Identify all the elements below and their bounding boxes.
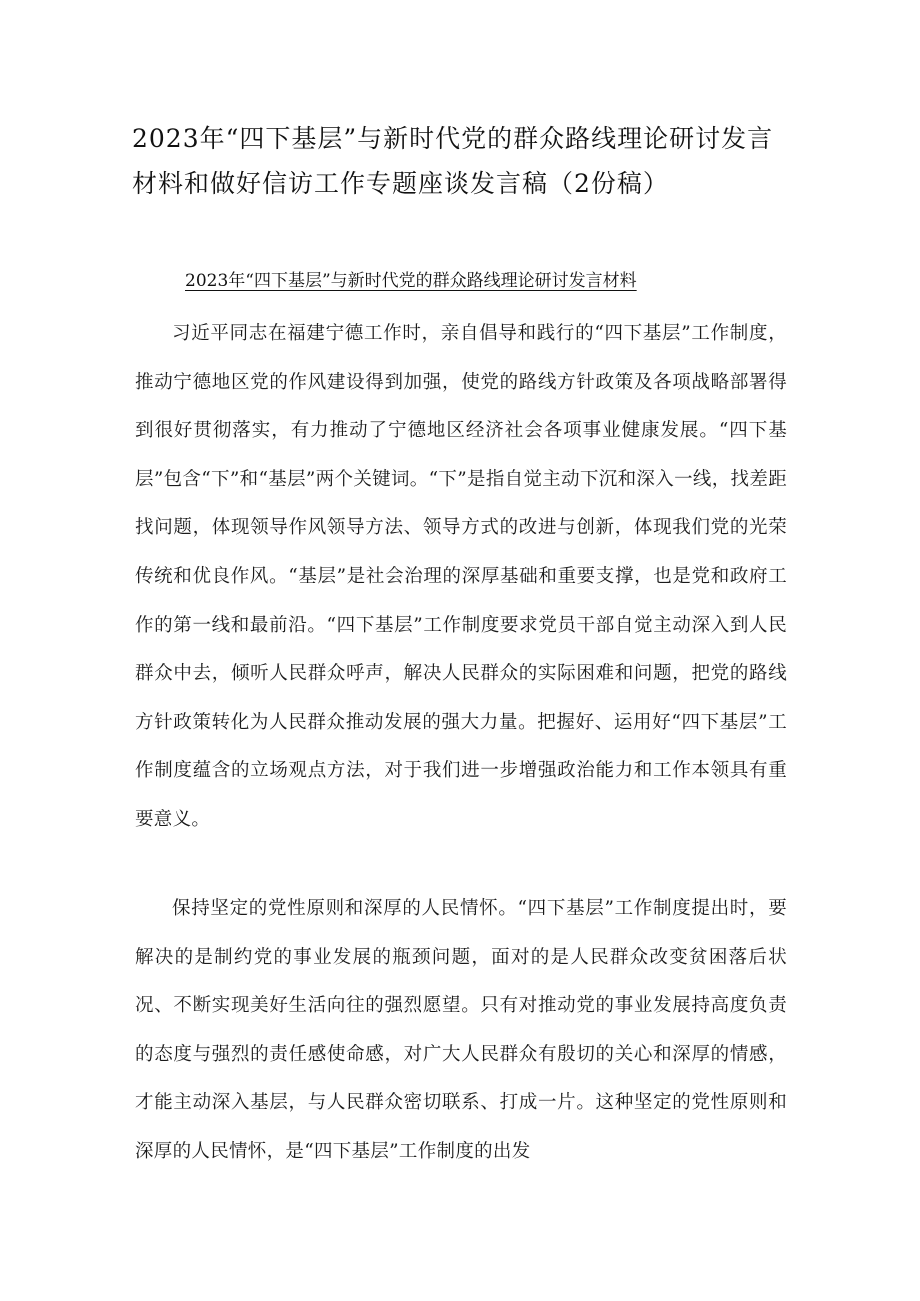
body-paragraph: 保持坚定的党性原则和深厚的人民情怀。“四下基层”工作制度提出时，要解决的是制约党的事业发展的瓶颈问题，面对的是人民群众改变贫困落后状况、不断实现美好生活向往的强烈愿望。只有对推动党的事业发展持高度负责的态度与强烈的责任感使命感，对广大人民群众有殷切的关心和深厚的情感，才能主动深入基层，与人民群众密切联系、打成一片。这种坚定的党性原则和深厚的人民情怀，是“四下基层”工作制度的出发 (135, 898, 787, 1162)
body-paragraph: 习近平同志在福建宁德工作时，亲自倡导和践行的“四下基层”工作制度，推动宁德地区党的作风建设得到加强，使党的路线方针政策及各项战略部署得到很好贯彻落实，有力推动了宁德地区经济社会各项事业健康发展。“四下基层”包含“下”和“基层”两个关键词。“下”是指自觉主动下沉和深入一线，找差距找问题，体现领导作风领导方法、领导方式的改进与创新，体现我们党的光荣传统和优良作风。“基层”是社会治理的深厚基础和重要支撑，也是党和政府工作的第一线和最前沿。“四下基层”工作制度要求党员干部自觉主动深入到人民群众中去，倾听人民群众呼声，解决人民群众的实际困难和问题，把党的路线方针政策转化为人民群众推动发展的强大力量。把握好、运用好“四下基层”工作制度蕴含的立场观点方法，对于我们进一步增强政治能力和工作本领具有重要意义。 (135, 323, 787, 830)
section-title: 2023年“四下基层”与新时代党的群众路线理论研讨发言材料 (185, 271, 637, 291)
document-title: 2023年“四下基层”与新时代党的群众路线理论研讨发言材料和做好信访工作专题座谈发言稿（2份稿） (132, 124, 774, 198)
